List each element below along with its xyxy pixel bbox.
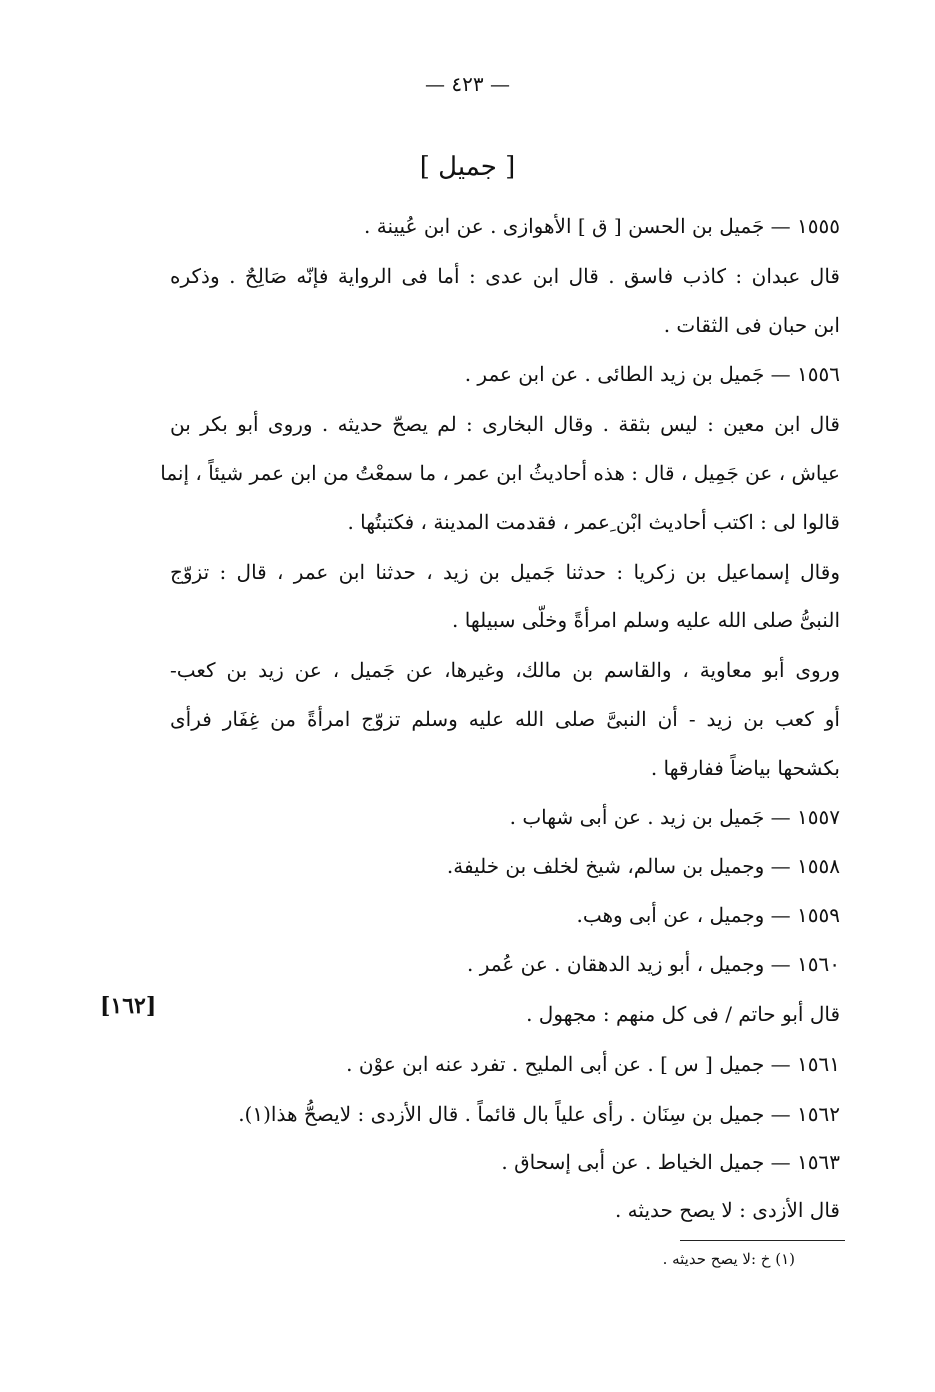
text-line: النبىُّ صلى الله عليه وسلم امرأةً وخلّى سبيلها . — [452, 608, 840, 632]
entry-1558-heading: ١٥٥٨ — وجميل بن سالم، شيخ لخلف بن خليفة. — [446, 854, 840, 878]
text-line: وقال إسماعيل بن زكريا : حدثنا جَميل بن زيد ، حدثنا ابن عمر ، قال : تزوّج — [170, 560, 840, 584]
entry-1556-heading: ١٥٥٦ — جَميل بن زيد الطائى . عن ابن عمر . — [464, 362, 840, 386]
footnote: (١) خ :لا يصح حديثه . — [662, 1250, 795, 1268]
entry-1555-heading: ١٥٥٥ — جَميل بن الحسن [ ق ] الأهوازى . عن ابن عُيينة . — [364, 214, 840, 238]
text-line: قال عبدان : كاذب فاسق . قال ابن عدى : أما فى الرواية فإنّه صَالِحٌ . وذكره — [170, 264, 840, 288]
margin-note: [١٦٢] — [100, 993, 157, 1019]
entry-1561-heading: ١٥٦١ — جميل [ س ] . عن أبى المليح . تفرد عنه ابن عوْن . — [346, 1052, 840, 1076]
text-line: قال ابن معين : ليس بثقة . وقال البخارى : لم يصحّ حديثه . وروى أبو بكر بن — [170, 412, 840, 436]
text-line: بكشحها بياضاً ففارقها . — [650, 756, 840, 780]
section-heading: [ جميل ] — [419, 152, 516, 182]
page-number: — ٤٢٣ — — [425, 72, 510, 96]
footnote-separator — [680, 1240, 845, 1241]
text-line: قالوا لى : اكتب أحاديث ابْن ِعمر ، فقدمت المدينة ، فكتبتُها . — [347, 510, 840, 534]
entry-1563-heading: ١٥٦٣ — جميل الخياط . عن أبى إسحاق . — [501, 1150, 840, 1174]
text-line: قال أبو حاتم / فى كل منهم : مجهول . — [526, 1002, 840, 1026]
text-line: ابن حبان فى الثقات . — [663, 313, 840, 337]
text-line: عياش ، عن جَمِيل ، قال : هذه أحاديثُ ابن عمر ، ما سمعْتُ من ابن عمر شيئاً ، إنما — [160, 461, 840, 485]
entry-1562-heading: ١٥٦٢ — جميل بن سِنَان . رأى علياً بال قائماً . قال الأزدى : لايصحُّ هذا(١). — [238, 1102, 840, 1126]
text-line: وروى أبو معاوية ، والقاسم بن مالك، وغيرها، عن جَميل ، عن زيد بن كعب- — [170, 658, 840, 682]
text-line: أو كعب بن زيد - أن النبىَّ صلى الله عليه وسلم تزوّج امرأةً من غِفَار فرأى — [170, 707, 840, 731]
entry-1557-heading: ١٥٥٧ — جَميل بن زيد . عن أبى شهاب . — [509, 805, 840, 829]
entry-1559-heading: ١٥٥٩ — وجميل ، عن أبى وهب. — [576, 903, 840, 927]
text-line: قال الأزدى : لا يصح حديثه . — [614, 1198, 840, 1222]
entry-1560-heading: ١٥٦٠ — وجميل ، أبو زيد الدهقان . عن عُمر . — [467, 952, 840, 976]
